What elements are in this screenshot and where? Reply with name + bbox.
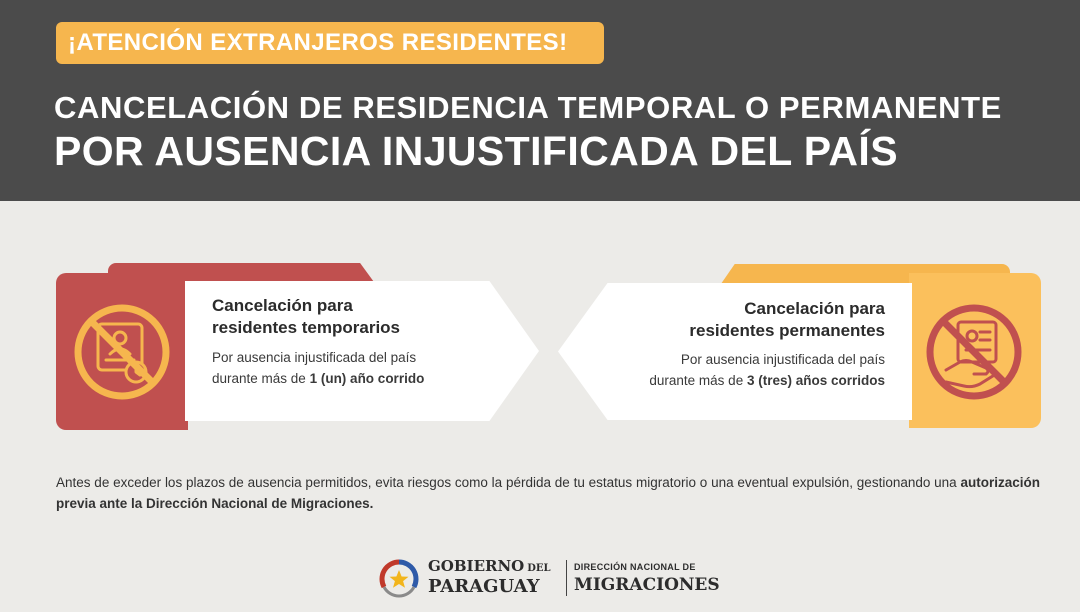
card-body-line2 bbox=[585, 370, 885, 391]
card-body-emphasis: 3 (tres) años corridos bbox=[746, 373, 885, 388]
footer-divider bbox=[566, 560, 567, 596]
paraguay-seal-icon bbox=[378, 558, 420, 600]
card-body-prefix: durante más de bbox=[212, 371, 310, 386]
card-heading-line2: residentes temporarios bbox=[212, 318, 401, 337]
advisory-note bbox=[56, 472, 1040, 514]
card-body-prefix: durante más de bbox=[649, 373, 747, 388]
gobierno-word: GOBIERNO bbox=[428, 557, 525, 575]
paraguay-text: PARAGUAY bbox=[428, 576, 540, 597]
card-body bbox=[585, 349, 885, 391]
direccion-nacional-text: DIRECCIÓN NACIONAL DE bbox=[574, 562, 696, 572]
attention-badge: ¡ATENCIÓN EXTRANJEROS RESIDENTES! bbox=[56, 22, 604, 64]
card-heading-line2: residentes permanentes bbox=[689, 321, 885, 340]
card-body-line2 bbox=[212, 368, 512, 389]
card-body-emphasis: 1 (un) año corrido bbox=[309, 371, 425, 386]
page-title-line2: POR AUSENCIA INJUSTIFICADA DEL PAÍS bbox=[54, 128, 898, 174]
del-word: DEL bbox=[527, 563, 551, 574]
page-title-line1: CANCELACIÓN DE RESIDENCIA TEMPORAL O PERMANENTE bbox=[54, 90, 1002, 125]
card-heading bbox=[212, 295, 512, 339]
note-text: Antes de exceder los plazos de ausencia permitidos, evita riesgos como la pérdida de tu estatus migratorio o una eventual expulsión, gestionando una bbox=[56, 475, 961, 490]
no-id-card-clock-icon bbox=[70, 300, 174, 404]
card-body-line1: Por ausencia injustificada del país bbox=[680, 352, 885, 367]
card-heading-line1: Cancelación para bbox=[212, 296, 353, 315]
no-document-hand-icon bbox=[922, 300, 1026, 404]
card-body-line1: Por ausencia injustificada del país bbox=[212, 350, 417, 365]
card-body bbox=[212, 347, 512, 389]
card-heading-line1: Cancelación para bbox=[744, 299, 885, 318]
header-banner bbox=[0, 0, 1080, 201]
migraciones-text: MIGRACIONES bbox=[574, 575, 720, 595]
gobierno-text bbox=[428, 557, 551, 575]
note-bold-text: autorización previa ante la Dirección Nacional de Migraciones. bbox=[56, 475, 1040, 511]
card-heading bbox=[585, 298, 885, 342]
footer-logos bbox=[378, 556, 728, 600]
